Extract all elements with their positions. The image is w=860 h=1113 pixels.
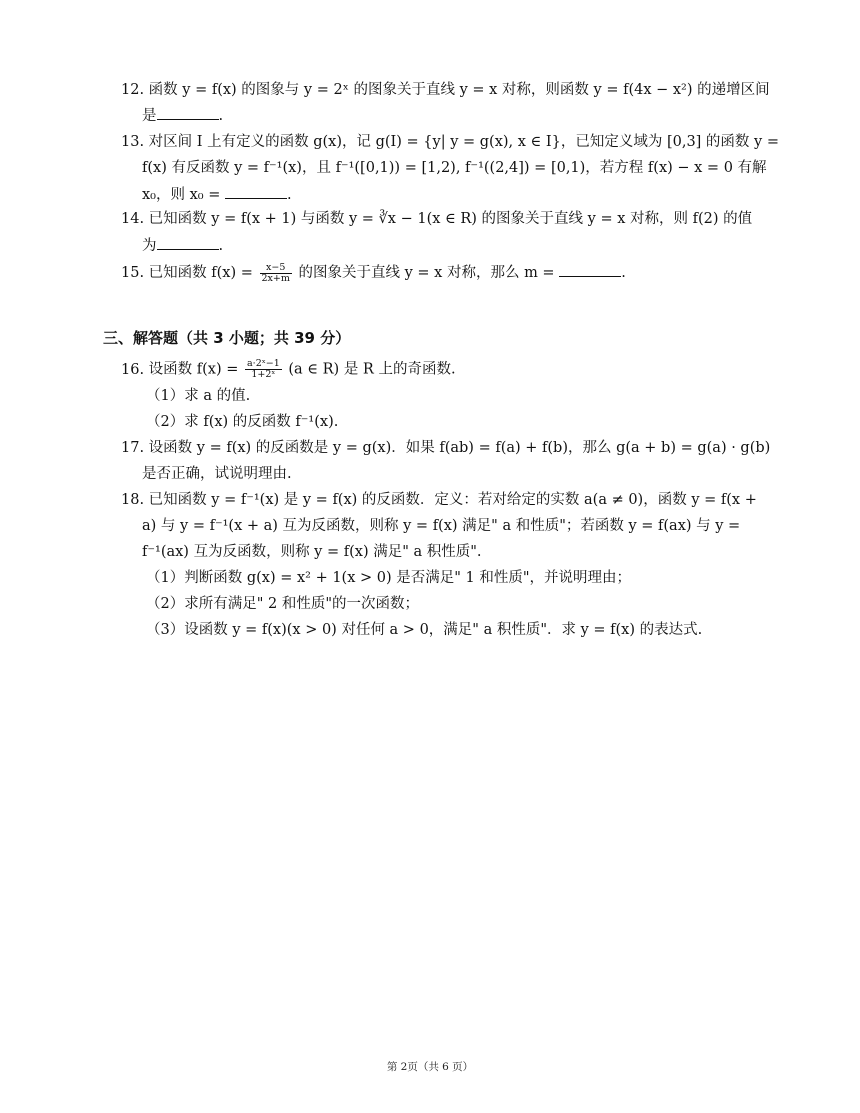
problem-18-sub-2 (146, 594, 419, 614)
problem-16-sub-1 (146, 386, 250, 406)
problem-text: 为 (142, 238, 157, 254)
problem-number: 12. (121, 82, 145, 98)
problem-text: 是 (142, 108, 157, 124)
problem-15-line-1 (121, 262, 626, 284)
problem-17-line-2 (142, 464, 292, 484)
answer-blank[interactable] (157, 235, 219, 250)
problem-17-line-1 (121, 438, 770, 458)
problem-18-line-1 (121, 490, 757, 510)
sub-question: （2）求 f(x) 的反函数 f⁻¹(x). (146, 414, 339, 430)
fraction-denominator: 1+2ˣ (251, 369, 276, 380)
problem-number: 18. (121, 492, 145, 508)
section-title: 三、解答题（共 3 小题；共 39 分） (103, 329, 351, 347)
problem-13-line-2 (142, 158, 767, 178)
fraction-denominator: 2x+m (261, 272, 290, 284)
sub-question: （1）求 a 的值. (146, 388, 251, 404)
problem-number: 15. (121, 265, 145, 281)
problem-text: f⁻¹(ax) 互为反函数，则称 y = f(x) 满足" a 积性质". (142, 544, 482, 560)
problem-text: . (286, 187, 292, 203)
problem-16-sub-2 (146, 412, 338, 432)
problem-text: f(x) 有反函数 y = f⁻¹(x)，且 f⁻¹([0,1)) = [1,2), f⁻¹((2,4]) = [0,1)，若方程 f(x) − x = 0 有解 (142, 160, 767, 176)
problem-text: 设函数 y = f(x) 的反函数是 y = g(x)．如果 f(ab) = f(a) + f(b)，那么 g(a + b) = g(a) · g(b) (148, 440, 771, 456)
fraction-numerator: x−5 (260, 263, 292, 274)
problem-text: (a ∈ R) 是 R 上的奇函数. (288, 361, 456, 378)
problem-12-line-1 (121, 80, 770, 100)
problem-text: 是否正确，试说明理由. (142, 466, 292, 482)
problem-number: 14. (121, 211, 145, 227)
problem-text: 函数 y = f(x) 的图象与 y = 2ˣ 的图象关于直线 y = x 对称，则函数 y = f(4x − x²) 的递增区间 (148, 82, 770, 98)
problem-13-line-1 (121, 132, 779, 152)
problem-text: x₀，则 x₀ = (142, 187, 221, 203)
fraction-numerator: a·2ˣ−1 (247, 358, 280, 369)
problem-number: 17. (121, 440, 145, 456)
problem-number: 13. (121, 134, 145, 150)
problem-number: 16. (121, 361, 145, 378)
problem-14-line-2 (142, 235, 223, 256)
sub-question: （1）判断函数 g(x) = x² + 1(x > 0) 是否满足" 1 和性质"，并说明理由； (146, 570, 632, 586)
problem-18-sub-3 (146, 620, 702, 640)
answer-blank[interactable] (157, 105, 219, 120)
problem-18-line-3 (142, 542, 482, 562)
answer-blank[interactable] (225, 184, 287, 199)
problem-text: a) 与 y = f⁻¹(x + a) 互为反函数，则称 y = f(x) 满足" a 和性质"；若函数 y = f(ax) 与 y = (142, 518, 741, 534)
fraction (260, 263, 292, 284)
problem-text: 对区间 I 上有定义的函数 g(x)，记 g(I) = {y| y = g(x), x ∈ I}，已知定义域为 [0,3] 的函数 y = (148, 134, 779, 150)
problem-18-line-2 (142, 516, 740, 536)
problem-text: . (218, 238, 224, 254)
problem-text: . (621, 265, 626, 281)
answer-blank[interactable] (559, 262, 621, 277)
sub-question: （2）求所有满足" 2 和性质"的一次函数； (146, 596, 420, 612)
problem-text: 已知函数 y = f⁻¹(x) 是 y = f(x) 的反函数．定义：若对给定的实数 a(a ≠ 0)，函数 y = f(x + (148, 492, 757, 508)
problem-text: 已知函数 y = f(x + 1) 与函数 y = ∛x − 1(x ∈ R) 的图象关于直线 y = x 对称，则 f(2) 的值 (148, 211, 753, 227)
problem-16-line-1 (121, 359, 456, 380)
problem-12-line-2 (142, 105, 223, 126)
problem-text: . (218, 108, 224, 124)
problem-text: 已知函数 f(x) = (148, 265, 253, 281)
problem-text: 的图象关于直线 y = x 对称，那么 m = (298, 265, 555, 281)
problem-14-line-1 (121, 209, 752, 229)
fraction (245, 359, 282, 380)
problem-18-sub-1 (146, 568, 631, 588)
problem-13-line-3 (142, 184, 292, 205)
page-footer: 第 2页（共 6 页） (386, 1061, 474, 1073)
sub-question: （3）设函数 y = f(x)(x > 0) 对任何 a > 0，满足" a 积性质"．求 y = f(x) 的表达式. (146, 622, 703, 638)
problem-text: 设函数 f(x) = (148, 361, 239, 378)
